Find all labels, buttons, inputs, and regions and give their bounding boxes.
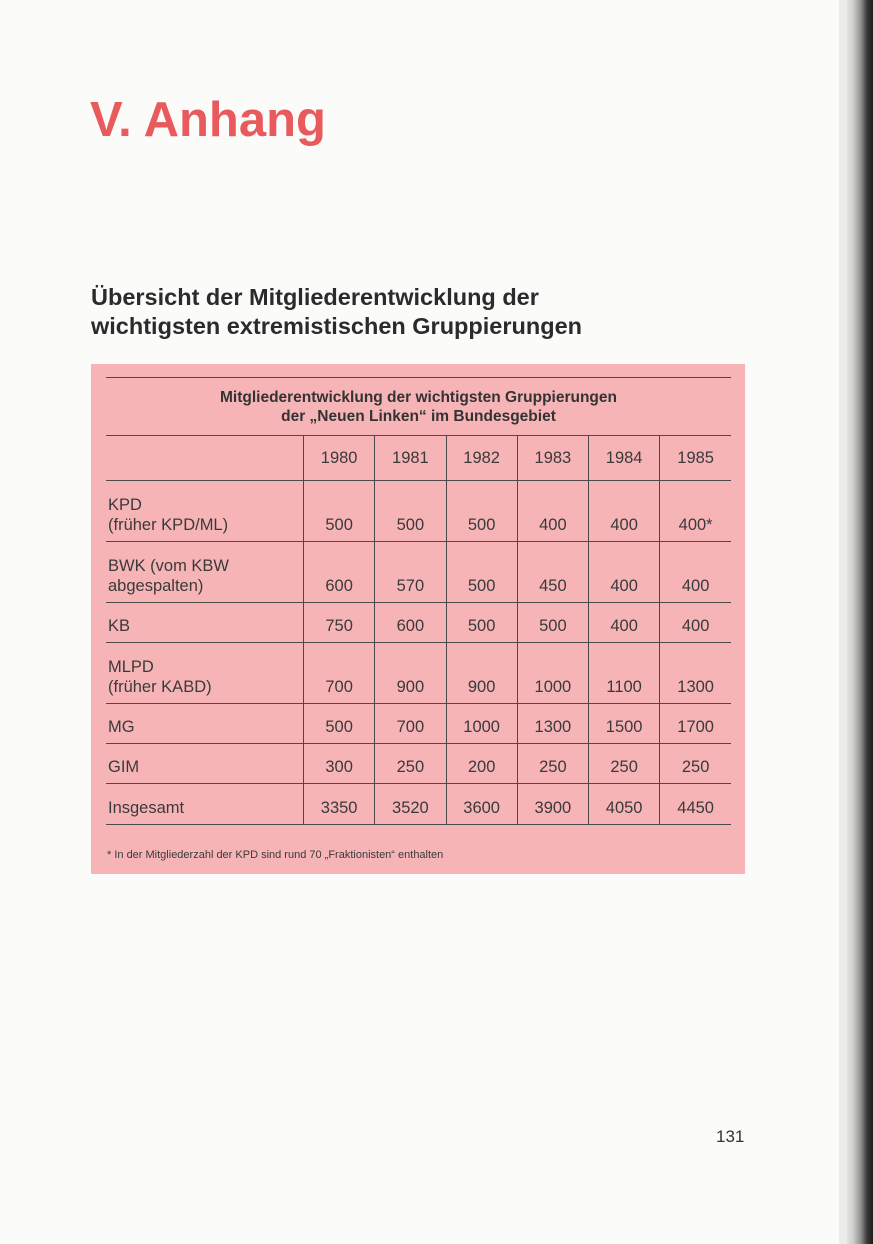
row-label-line-1: KPD <box>108 496 142 514</box>
row-label <box>106 784 304 825</box>
page-edge-highlight <box>839 0 847 1244</box>
table-cell: 4450 <box>660 784 731 825</box>
row-label <box>106 481 304 542</box>
table-cell: 570 <box>375 542 446 603</box>
table-cell: 3520 <box>375 784 446 825</box>
row-label-line-2: (früher KABD) <box>108 678 212 696</box>
table-cell: 400 <box>589 542 660 603</box>
page-edge <box>839 0 873 1244</box>
table-footnote: * In der Mitgliederzahl der KPD sind rund 70 „Fraktionisten“ enthalten <box>107 849 444 861</box>
row-label-line-1: KB <box>108 617 131 635</box>
table-cell: 250 <box>589 744 660 784</box>
table-cell: 400 <box>589 603 660 643</box>
table-row-gim <box>106 744 731 784</box>
table-cell: 500 <box>375 481 446 542</box>
table-cell: 900 <box>446 643 517 704</box>
table-row-mg <box>106 704 731 744</box>
table-cell: 500 <box>446 542 517 603</box>
table-caption-line-1: Mitgliederentwicklung der wichtigsten Gruppierungen <box>219 389 617 406</box>
table-cell: 900 <box>375 643 446 704</box>
table-cell: 4050 <box>589 784 660 825</box>
table-cell: 400* <box>660 481 731 542</box>
table-cell: 250 <box>660 744 731 784</box>
row-label-line-1: Insgesamt <box>108 799 185 817</box>
table-cell: 400 <box>660 603 731 643</box>
table-row-total <box>106 784 731 825</box>
table-cell: 200 <box>446 744 517 784</box>
row-label-line-1: MG <box>108 718 135 736</box>
row-label-line-1: GIM <box>108 758 140 776</box>
membership-table-panel <box>91 364 745 874</box>
table-cell: 500 <box>517 603 588 643</box>
table-body <box>106 481 731 825</box>
header-row <box>106 436 731 481</box>
table-cell: 1300 <box>517 704 588 744</box>
row-label <box>106 704 304 744</box>
membership-table-wrapper <box>106 377 731 825</box>
table-row-kb <box>106 603 731 643</box>
table-cell: 600 <box>304 542 375 603</box>
chapter-title: V. Anhang <box>90 93 326 147</box>
section-heading <box>91 283 731 341</box>
table-cell: 250 <box>375 744 446 784</box>
table-cell: 1300 <box>660 643 731 704</box>
table-cell: 450 <box>517 542 588 603</box>
row-label <box>106 744 304 784</box>
table-header <box>106 436 731 481</box>
table-cell: 600 <box>375 603 446 643</box>
table-caption <box>106 377 731 435</box>
table-cell: 700 <box>304 643 375 704</box>
table-cell: 500 <box>446 603 517 643</box>
row-label <box>106 542 304 603</box>
row-label <box>106 643 304 704</box>
table-cell: 3350 <box>304 784 375 825</box>
table-cell: 1500 <box>589 704 660 744</box>
table-cell: 750 <box>304 603 375 643</box>
table-cell: 500 <box>304 481 375 542</box>
section-heading-line-1: Übersicht der Mitgliederentwicklung der <box>91 284 539 310</box>
table-cell: 3900 <box>517 784 588 825</box>
table-cell: 1000 <box>517 643 588 704</box>
row-label-line-1: BWK (vom KBW <box>108 557 230 575</box>
page-number: 131 <box>716 1127 745 1146</box>
table-cell: 700 <box>375 704 446 744</box>
membership-table <box>106 377 731 825</box>
row-label-line-2: abgespalten) <box>108 577 204 595</box>
table-cell: 400 <box>660 542 731 603</box>
table-row-mlpd <box>106 643 731 704</box>
table-cell: 1000 <box>446 704 517 744</box>
section-heading-line-2: wichtigsten extremistischen Gruppierungen <box>91 313 582 339</box>
table-cell: 500 <box>304 704 375 744</box>
table-cell: 400 <box>517 481 588 542</box>
table-cell: 500 <box>446 481 517 542</box>
table-cell: 250 <box>517 744 588 784</box>
year-header: 1980 <box>304 436 375 481</box>
year-header: 1981 <box>375 436 446 481</box>
table-caption-line-2: der „Neuen Linken“ im Bundesgebiet <box>281 408 556 425</box>
table-cell: 3600 <box>446 784 517 825</box>
year-header: 1983 <box>517 436 588 481</box>
year-header: 1984 <box>589 436 660 481</box>
year-header: 1982 <box>446 436 517 481</box>
row-label-line-1: MLPD <box>108 658 154 676</box>
table-cell: 1700 <box>660 704 731 744</box>
year-header: 1985 <box>660 436 731 481</box>
row-label-line-2: (früher KPD/ML) <box>108 516 229 534</box>
table-cell: 400 <box>589 481 660 542</box>
table-row-bwk <box>106 542 731 603</box>
table-cell: 1100 <box>589 643 660 704</box>
table-row-kpd <box>106 481 731 542</box>
header-corner-cell <box>106 436 304 481</box>
row-label <box>106 603 304 643</box>
table-cell: 300 <box>304 744 375 784</box>
